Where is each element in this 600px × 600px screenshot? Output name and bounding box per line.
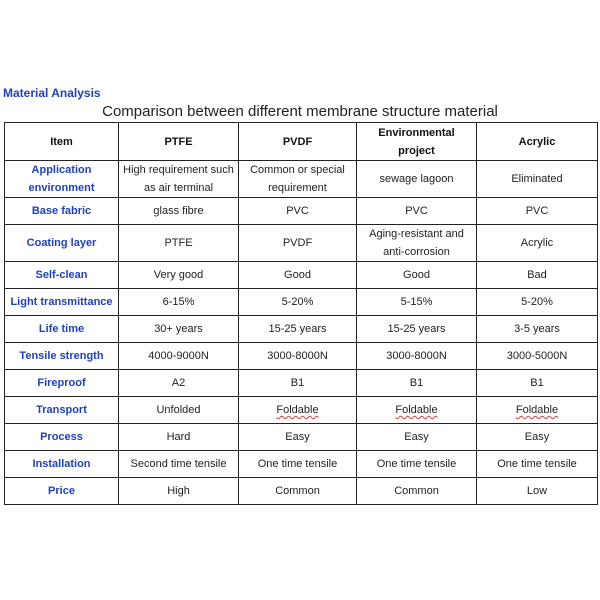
- table-row: [5, 397, 598, 424]
- table-cell: Low: [477, 478, 598, 505]
- spellcheck-word: Foldable: [395, 404, 438, 416]
- table-cell: [357, 397, 477, 424]
- table-row: [5, 161, 598, 198]
- table-cell: Unfolded: [119, 397, 239, 424]
- row-label: Self-clean: [5, 262, 119, 289]
- table-cell: 15-25 years: [357, 316, 477, 343]
- table-cell: 3000-8000N: [239, 343, 357, 370]
- table-cell: 5-20%: [477, 289, 598, 316]
- table-cell: Aging-resistant and anti-corrosion: [357, 225, 477, 262]
- table-cell: Easy: [477, 424, 598, 451]
- table-cell: Common or special requirement: [239, 161, 357, 198]
- table-cell: B1: [477, 370, 598, 397]
- table-cell: 3-5 years: [477, 316, 598, 343]
- table-cell: 5-20%: [239, 289, 357, 316]
- table-cell: PVC: [357, 198, 477, 225]
- comparison-table: [4, 122, 598, 505]
- table-cell: High requirement such as air terminal: [119, 161, 239, 198]
- row-label: Life time: [5, 316, 119, 343]
- section-heading: Material Analysis: [3, 86, 101, 100]
- table-cell: 30+ years: [119, 316, 239, 343]
- table-caption: Comparison between different membrane structure material: [102, 103, 498, 120]
- table-cell: Second time tensile: [119, 451, 239, 478]
- table-cell: B1: [357, 370, 477, 397]
- table-cell: 6-15%: [119, 289, 239, 316]
- table-row: [5, 316, 598, 343]
- table-cell: PVC: [239, 198, 357, 225]
- table-cell: One time tensile: [477, 451, 598, 478]
- table-row: [5, 424, 598, 451]
- row-label: Fireproof: [5, 370, 119, 397]
- table-row: [5, 478, 598, 505]
- col-header-environmental-project: Environmental project: [357, 123, 477, 161]
- table-cell: PVDF: [239, 225, 357, 262]
- table-row: [5, 370, 598, 397]
- table-cell: [239, 397, 357, 424]
- table-cell: [477, 397, 598, 424]
- table-cell: PTFE: [119, 225, 239, 262]
- table-row: [5, 343, 598, 370]
- table-cell: Easy: [357, 424, 477, 451]
- spellcheck-word: Foldable: [276, 404, 319, 416]
- row-label: Price: [5, 478, 119, 505]
- table-row: [5, 198, 598, 225]
- col-header-ptfe: PTFE: [119, 123, 239, 161]
- row-label: Base fabric: [5, 198, 119, 225]
- table-cell: Good: [239, 262, 357, 289]
- table-cell: A2: [119, 370, 239, 397]
- table-cell: 15-25 years: [239, 316, 357, 343]
- table-cell: 5-15%: [357, 289, 477, 316]
- table-cell: Eliminated: [477, 161, 598, 198]
- table-cell: Very good: [119, 262, 239, 289]
- table-cell: Common: [357, 478, 477, 505]
- row-label: Transport: [5, 397, 119, 424]
- row-label: Process: [5, 424, 119, 451]
- row-label: Coating layer: [5, 225, 119, 262]
- table-cell: Bad: [477, 262, 598, 289]
- table-cell: Good: [357, 262, 477, 289]
- table-cell: B1: [239, 370, 357, 397]
- col-header-item: Item: [5, 123, 119, 161]
- table-cell: 4000-9000N: [119, 343, 239, 370]
- table-cell: glass fibre: [119, 198, 239, 225]
- table-cell: Common: [239, 478, 357, 505]
- table-cell: One time tensile: [239, 451, 357, 478]
- table-row: [5, 225, 598, 262]
- row-label: Installation: [5, 451, 119, 478]
- table-cell: Hard: [119, 424, 239, 451]
- table-cell: PVC: [477, 198, 598, 225]
- table-row: [5, 289, 598, 316]
- table-cell: 3000-5000N: [477, 343, 598, 370]
- row-label: Light transmittance: [5, 289, 119, 316]
- table-row: [5, 262, 598, 289]
- row-label: Application environment: [5, 161, 119, 198]
- col-header-acrylic: Acrylic: [477, 123, 598, 161]
- spellcheck-word: Foldable: [515, 404, 559, 416]
- table-cell: One time tensile: [357, 451, 477, 478]
- table-cell: sewage lagoon: [357, 161, 477, 198]
- table-cell: Acrylic: [477, 225, 598, 262]
- table-cell: High: [119, 478, 239, 505]
- table-row: [5, 451, 598, 478]
- header-row: [5, 123, 598, 161]
- row-label: Tensile strength: [5, 343, 119, 370]
- col-header-pvdf: PVDF: [239, 123, 357, 161]
- table-cell: 3000-8000N: [357, 343, 477, 370]
- table-cell: Easy: [239, 424, 357, 451]
